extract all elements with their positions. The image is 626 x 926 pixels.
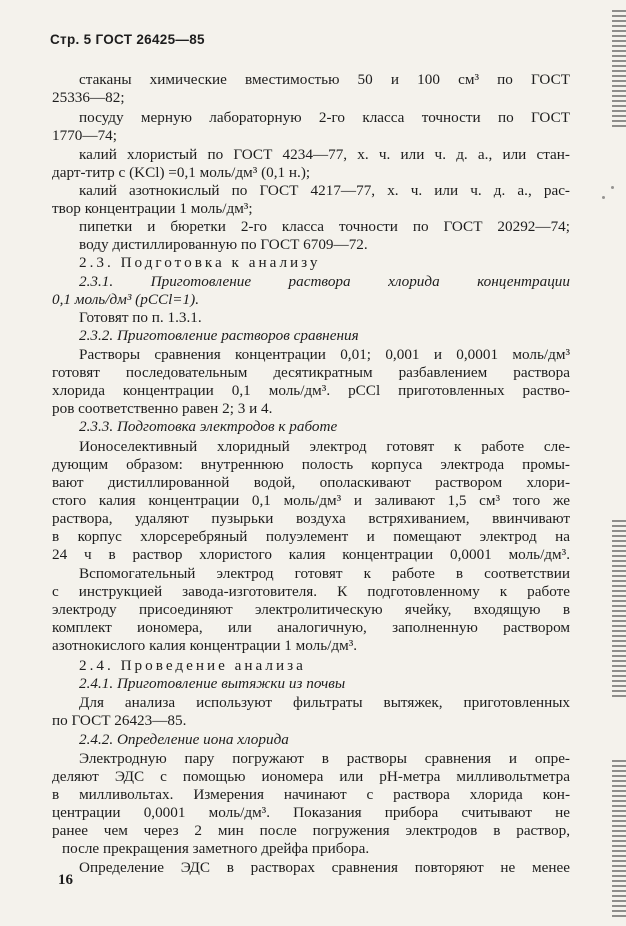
scan-edge-bottom xyxy=(612,760,626,920)
text-line: 24 ч в раствор хлористого калия концентрации 0,0001 моль/дм³. xyxy=(52,546,570,563)
scan-edge-top xyxy=(612,10,626,130)
text-line: азотнокислого калия концентрации 1 моль/дм³. xyxy=(52,637,358,654)
text-line: Готовят по п. 1.3.1. xyxy=(79,309,202,326)
subsection-heading-2-3-2: 2.3.2. Приготовление растворов сравнения xyxy=(79,327,359,344)
text-line: стого калия концентрации 0,1 моль/дм³ и заливают 1,5 см³ того же xyxy=(52,492,570,509)
subsection-heading-2-3-3: 2.3.3. Подготовка электродов к работе xyxy=(79,418,338,435)
scan-speck xyxy=(602,196,605,199)
page-header: Стр. 5 ГОСТ 26425—85 xyxy=(50,32,205,47)
text-line: твор концентрации 1 моль/дм³; xyxy=(52,200,253,217)
text-line: Электродную пару погружают в растворы сравнения и опре- xyxy=(79,750,570,767)
text-line: после прекращения заметного дрейфа прибора. xyxy=(62,840,370,857)
text-line: калий хлористый по ГОСТ 4234—77, х. ч. или ч. д. а., или стан- xyxy=(79,146,570,163)
text-line: в корпус хлорсеребряный полуэлемент и помещают электрод на xyxy=(52,528,570,545)
text-line: 25336—82; xyxy=(52,89,125,106)
text-line: раствора, удаляют пузырьки воздуха встряхиванием, ввинчивают xyxy=(52,510,570,527)
text-line: пипетки и бюретки 2-го класса точности по ГОСТ 20292—74; xyxy=(79,218,570,235)
text-line: Вспомогательный электрод готовят к работе в соответствии xyxy=(79,565,570,582)
scan-edge-middle xyxy=(612,520,626,700)
text-line: комплект иономера, или аналогичную, заполненную раствором xyxy=(52,619,570,636)
text-line: ранее чем через 2 мин после погружения электродов в раствор, xyxy=(52,822,570,839)
subsection-heading-2-4-2: 2.4.2. Определение иона хлорида xyxy=(79,731,289,748)
text-line: 1770—74; xyxy=(52,127,117,144)
text-line: Для анализа используют фильтраты вытяжек, приготовленных xyxy=(79,694,570,711)
text-line: центрации 0,0001 моль/дм³. Показания прибора считывают не xyxy=(52,804,570,821)
scan-speck xyxy=(611,186,614,189)
text-line: в милливольтах. Измерения начинают с раствора хлорида кон- xyxy=(52,786,570,803)
text-line: деляют ЭДС с помощью иономера или pH-метра милливольтметра xyxy=(52,768,570,785)
text-line: воду дистиллированную по ГОСТ 6709—72. xyxy=(79,236,368,253)
text-line: стаканы химические вместимостью 50 и 100 см³ по ГОСТ xyxy=(79,71,570,88)
text-line: Определение ЭДС в растворах сравнения повторяют не менее xyxy=(79,859,570,876)
text-line: электроду присоединяют электролитическую ячейку, входящую в xyxy=(52,601,570,618)
subsection-heading-2-4-1: 2.4.1. Приготовление вытяжки из почвы xyxy=(79,675,346,692)
section-heading-2-3: 2.3. Подготовка к анализу xyxy=(79,254,321,271)
text-line: ров соответственно равен 2; 3 и 4. xyxy=(52,400,273,417)
text-line: дарт-титр с (KCl) =0,1 моль/дм³ (0,1 н.); xyxy=(52,164,311,181)
subsection-heading-2-3-1-cont: 0,1 моль/дм³ (pCCl=1). xyxy=(52,291,199,308)
page-number: 16 xyxy=(58,872,73,888)
text-line: с инструкцией завода-изготовителя. К подготовленному к работе xyxy=(52,583,570,600)
text-line: Ионоселективный хлоридный электрод готовят к работе сле- xyxy=(79,438,570,455)
text-line: хлорида концентрации 0,1 моль/дм³. pCCl приготовленных раство- xyxy=(52,382,570,399)
text-line: дующим образом: внутреннюю полость корпуса электрода промы- xyxy=(52,456,570,473)
section-heading-2-4: 2.4. Проведение анализа xyxy=(79,657,306,674)
text-line: вают дистиллированной водой, ополаскивают раствором хлори- xyxy=(52,474,570,491)
text-line: Растворы сравнения концентрации 0,01; 0,001 и 0,0001 моль/дм³ xyxy=(79,346,570,363)
text-line: калий азотнокислый по ГОСТ 4217—77, х. ч. или ч. д. а., рас- xyxy=(79,182,570,199)
text-line: по ГОСТ 26423—85. xyxy=(52,712,187,729)
text-line: готовят последовательным десятикратным разбавлением раствора xyxy=(52,364,570,381)
text-line: посуду мерную лабораторную 2-го класса точности по ГОСТ xyxy=(79,109,570,126)
subsection-heading-2-3-1: 2.3.1. Приготовление раствора хлорида концентрации xyxy=(79,273,570,290)
